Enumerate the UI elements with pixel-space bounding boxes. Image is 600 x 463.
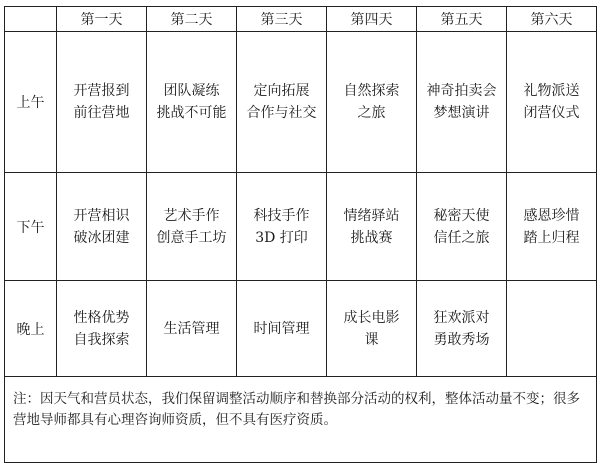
activity-line: 信任之旅 — [433, 229, 490, 246]
activity-line: 生活管理 — [163, 320, 220, 337]
activity-line: 创意手工坊 — [156, 229, 227, 246]
activity-line: 开营报到 — [73, 83, 130, 99]
period-label-afternoon: 下午 — [5, 173, 57, 281]
period-label-evening: 晚上 — [5, 281, 57, 377]
activity-cell — [57, 32, 147, 173]
activity-line: 开营相识 — [73, 207, 130, 224]
activity-line: 破冰团建 — [73, 229, 130, 246]
activity-cell — [237, 32, 327, 173]
activity-line: 自我探索 — [73, 331, 130, 348]
activity-line: 时间管理 — [253, 320, 310, 337]
activity-line: 挑战不可能 — [156, 105, 227, 121]
day-header: 第二天 — [147, 7, 237, 32]
activity-line: 艺术手作 — [163, 207, 220, 224]
note-cell — [5, 377, 597, 463]
activity-line: 踏上归程 — [523, 229, 580, 246]
activity-line: 神奇拍卖会 — [426, 83, 497, 99]
activity-cell — [507, 173, 597, 281]
activity-line: 情绪驿站 — [343, 207, 400, 224]
activity-line: 梦想演讲 — [433, 105, 490, 121]
activity-cell — [327, 173, 417, 281]
activity-cell — [507, 32, 597, 173]
camp-schedule-table — [4, 6, 597, 463]
note-text: 注：因天气和营员状态，我们保留调整活动顺序和替换部分活动的权利，整体活动量不变；很多营地导师都具有心理咨询师资质，但不具有医疗资质。 — [13, 391, 580, 428]
activity-line: 成长电影 — [343, 309, 400, 326]
activity-cell — [147, 32, 237, 173]
activity-cell — [147, 173, 237, 281]
activity-cell — [417, 281, 507, 377]
activity-cell — [417, 32, 507, 173]
header-row — [5, 7, 597, 32]
activity-cell — [57, 281, 147, 377]
activity-cell — [237, 281, 327, 377]
activity-line: 挑战赛 — [350, 229, 393, 246]
activity-line: 定向拓展 — [253, 83, 310, 99]
afternoon-row — [5, 173, 597, 281]
activity-line: 感恩珍惜 — [523, 207, 580, 224]
day-header: 第五天 — [417, 7, 507, 32]
activity-line: 3D 打印 — [255, 229, 308, 246]
morning-row — [5, 32, 597, 173]
activity-line: 团队凝练 — [163, 83, 220, 99]
activity-line: 闭营仪式 — [523, 105, 580, 121]
activity-line: 课 — [364, 331, 379, 348]
activity-cell — [57, 173, 147, 281]
day-header: 第四天 — [327, 7, 417, 32]
empty-cell — [507, 281, 597, 377]
activity-line: 狂欢派对 — [433, 309, 490, 326]
activity-line: 勇敢秀场 — [433, 331, 490, 348]
day-header: 第六天 — [507, 7, 597, 32]
note-row — [5, 377, 597, 463]
activity-line: 礼物派送 — [523, 83, 580, 99]
activity-line: 科技手作 — [253, 207, 310, 224]
activity-cell — [327, 281, 417, 377]
activity-cell — [417, 173, 507, 281]
activity-line: 自然探索 — [343, 83, 400, 99]
activity-line: 之旅 — [357, 105, 386, 121]
activity-line: 性格优势 — [73, 309, 130, 326]
activity-cell — [147, 281, 237, 377]
activity-line: 合作与社交 — [246, 105, 317, 121]
day-header: 第一天 — [57, 7, 147, 32]
activity-line: 秘密天使 — [433, 207, 490, 224]
activity-cell — [327, 32, 417, 173]
day-header: 第三天 — [237, 7, 327, 32]
corner-cell — [5, 7, 57, 32]
activity-line: 前往营地 — [73, 105, 130, 121]
period-label-morning: 上午 — [5, 32, 57, 173]
activity-cell — [237, 173, 327, 281]
evening-row — [5, 281, 597, 377]
